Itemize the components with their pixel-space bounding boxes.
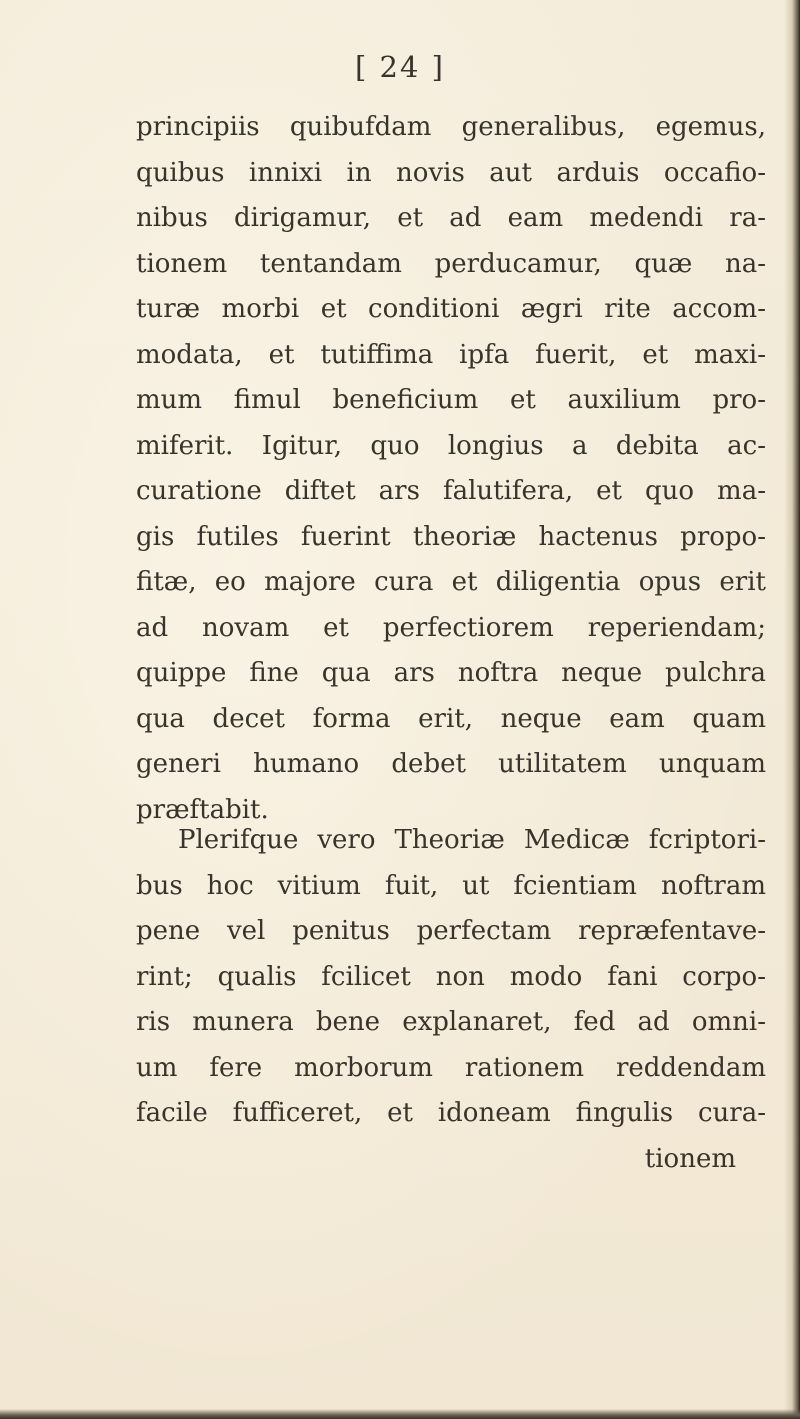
text-line: bus hoc vitium fuit, ut fcientiam noftram xyxy=(136,870,766,901)
text-line: um fere morborum rationem reddendam xyxy=(136,1052,766,1083)
text-line: generi humano debet utilitatem unquam xyxy=(136,749,766,779)
text-line: facile fufficeret, et idoneam fingulis cura- xyxy=(136,1098,766,1128)
text-line: quibus innixi in novis aut arduis occafio- xyxy=(136,157,766,188)
page-edge-shadow xyxy=(784,0,800,1419)
text-line: curatione diftet ars falutifera, et quo ma- xyxy=(136,476,766,506)
text-line: tionem tentandam perducamur, quæ na- xyxy=(136,248,766,279)
text-line: præftabit. xyxy=(136,794,269,825)
paragraph-2 xyxy=(136,818,766,1182)
text-line: ad novam et perfectiorem reperiendam; xyxy=(136,612,766,643)
text-line: ris munera bene explanaret, fed ad omni- xyxy=(136,1007,766,1037)
paragraph-1 xyxy=(136,105,766,833)
text-line: Plerifque vero Theoriæ Medicæ fcriptori- xyxy=(178,825,766,855)
page-number: [ 24 ] xyxy=(355,50,445,84)
text-line: modata, et tutiffima ipfa fuerit, et maxi- xyxy=(136,339,766,370)
text-line: turæ morbi et conditioni ægri rite accom- xyxy=(136,294,766,324)
text-line: mum fimul beneficium et auxilium pro- xyxy=(136,385,766,415)
text-line: quippe fine qua ars noftra neque pulchra xyxy=(136,658,766,688)
text-line: qua decet forma erit, neque eam quam xyxy=(136,703,766,734)
page-bottom-edge xyxy=(0,1409,800,1419)
text-line: rint; qualis fcilicet non modo fani corpo- xyxy=(136,961,766,992)
text-line: miferit. Igitur, quo longius a debita ac- xyxy=(136,430,766,461)
text-line: nibus dirigamur, et ad eam medendi ra- xyxy=(136,203,766,233)
text-line: gis futiles fuerint theoriæ hactenus propo- xyxy=(136,521,766,552)
catchword: tionem xyxy=(644,1143,736,1174)
text-line: fitæ, eo majore cura et diligentia opus erit xyxy=(136,567,766,597)
text-line: pene vel penitus perfectam repræfentave- xyxy=(136,916,766,946)
text-line: principiis quibufdam generalibus, egemus, xyxy=(136,112,766,142)
